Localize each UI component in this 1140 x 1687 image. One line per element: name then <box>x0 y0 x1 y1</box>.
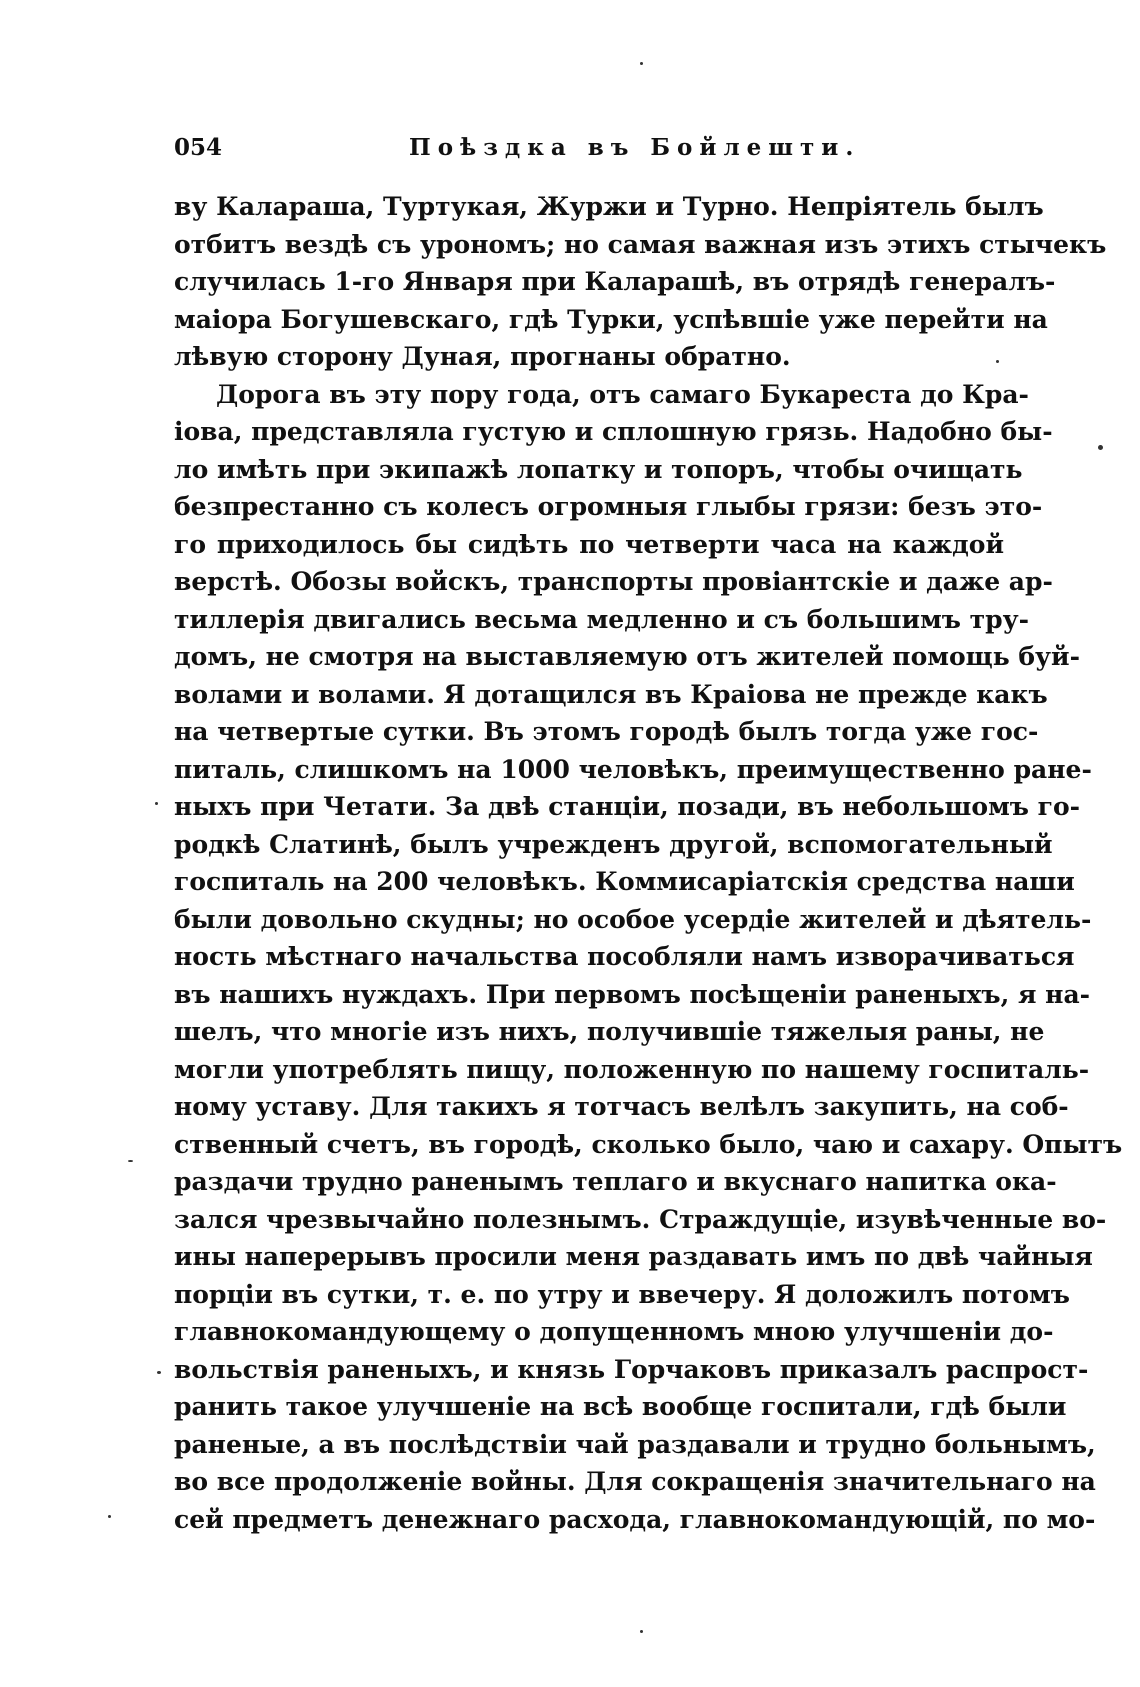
text-line: сей предметъ денежнаго расхода, главнокомандующій, по мо- <box>174 1504 1096 1534</box>
text-line: шелъ, что многіе изъ нихъ, получившіе тяжелыя раны, не <box>174 1017 1045 1046</box>
page-number: 054 <box>174 134 223 161</box>
text-line: Дорога въ эту пору года, отъ самаго Букареста до Кра- <box>216 379 1029 409</box>
text-line: случилась 1-го Января при Каларашѣ, въ отрядѣ генералъ- <box>174 267 1056 296</box>
text-line: ныхъ при Четати. За двѣ станціи, позади, въ небольшомъ го- <box>174 792 1081 821</box>
text-line: родкѣ Слатинѣ, былъ учрежденъ другой, вспомогательный <box>174 829 1053 859</box>
text-line: го приходилось бы сидѣть по четверти часа на каждой <box>174 529 1004 559</box>
text-line: могли употреблять пищу, положенную по нашему госпиталь- <box>174 1054 1090 1084</box>
text-line: раненые, а въ послѣдствіи чай раздавали и трудно больнымъ, <box>174 1429 1096 1459</box>
scan-speck <box>108 1515 111 1518</box>
text-line: главнокомандующему о допущенномъ мною улучшеніи до- <box>174 1317 1054 1346</box>
text-line: іова, представляла густую и сплошную грязь. Надобно бы- <box>174 417 1053 446</box>
text-line: ному уставу. Для такихъ я тотчасъ велѣлъ закупить, на соб- <box>174 1092 1069 1121</box>
text-line: ранить такое улучшеніе на всѣ вообще госпитали, гдѣ были <box>174 1392 1067 1421</box>
text-line: маіора Богушевскаго, гдѣ Турки, успѣвшіе уже перейти на <box>174 304 1048 334</box>
scan-speck <box>157 1371 161 1374</box>
text-line: госпиталь на 200 человѣкъ. Коммисаріатскія средства наши <box>174 867 1075 896</box>
scan-speck <box>155 802 158 805</box>
body-text <box>174 188 1123 1538</box>
scan-speck <box>640 1630 643 1633</box>
text-line: порціи въ сутки, т. е. по утру и ввечеру. Я доложилъ потомъ <box>174 1279 1070 1309</box>
text-line: во все продолженіе войны. Для сокращенія значительнаго на <box>174 1467 1096 1496</box>
text-line: зался чрезвычайно полезнымъ. Страждущіе, изувѣченные во- <box>174 1204 1107 1234</box>
text-line: ственный счетъ, въ городѣ, сколько было, чаю и сахару. Опытъ <box>174 1129 1123 1159</box>
text-line: тиллерія двигались весьма медленно и съ большимъ тру- <box>174 604 1030 634</box>
text-line: въ нашихъ нуждахъ. При первомъ посѣщеніи раненыхъ, я на- <box>174 979 1091 1009</box>
text-line: верстѣ. Обозы войскъ, транспорты провіантскіе и даже ар- <box>174 567 1053 596</box>
text-line: были довольно скудны; но особое усердіе жителей и дѣятель- <box>174 904 1092 934</box>
scan-speck <box>1098 445 1103 450</box>
text-line: питаль, слишкомъ на 1000 человѣкъ, преимущественно ране- <box>174 754 1092 784</box>
text-line: домъ, не смотря на выставляемую отъ жителей помощь буй- <box>174 642 1080 671</box>
text-line: ло имѣть при экипажѣ лопатку и топоръ, чтобы очищать <box>174 454 1023 484</box>
scan-speck <box>996 360 999 363</box>
text-line: раздачи трудно раненымъ теплаго и вкуснаго напитка ока- <box>174 1167 1057 1196</box>
text-line: отбитъ вездѣ съ урономъ; но самая важная изъ этихъ стычекъ <box>174 229 1107 259</box>
text-line: ность мѣстнаго начальства пособляли намъ изворачиваться <box>174 942 1075 971</box>
text-line: ины наперерывъ просили меня раздавать имъ по двѣ чайныя <box>174 1242 1093 1271</box>
text-line: на четвертые сутки. Въ этомъ городѣ былъ тогда уже гос- <box>174 717 1039 746</box>
text-line: вольствія раненыхъ, и князь Горчаковъ приказалъ распрост- <box>174 1354 1089 1384</box>
scan-speck <box>640 62 643 65</box>
text-line: лѣвую сторону Дуная, прогнаны обратно. <box>174 342 791 371</box>
running-head <box>174 128 1004 168</box>
scan-speck <box>128 1160 133 1162</box>
text-line: ву Калараша, Туртукая, Журжи и Турно. Непріятель былъ <box>174 192 1044 221</box>
running-title: Поѣздка въ Бойлешти. <box>409 134 861 161</box>
text-line: волами и волами. Я дотащился въ Краіова не прежде какъ <box>174 679 1048 709</box>
text-line: безпрестанно съ колесъ огромныя глыбы грязи: безъ это- <box>174 492 1043 521</box>
